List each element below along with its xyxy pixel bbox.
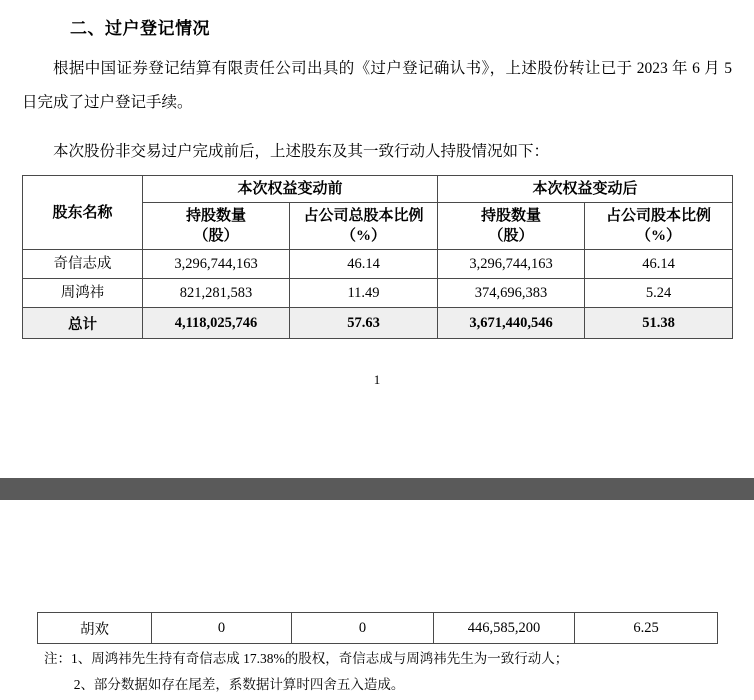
- cell-after-ratio: 5.24: [585, 279, 733, 308]
- before-ratio-label-line2: （%）: [341, 228, 387, 244]
- table-row: [23, 279, 733, 308]
- page-number: 1: [373, 372, 381, 387]
- cell-total-before-shares: 4,118,025,746: [143, 308, 290, 339]
- cell-shareholder-name: 周鸿祎: [23, 279, 143, 308]
- paragraph-transfer-registration: 根据中国证券登记结算有限责任公司出具的《过户登记确认书》，上述股份转让已于 2023 年 6 月 5 日完成了过户登记手续。: [22, 60, 732, 111]
- cell-before-shares: 3,296,744,163: [143, 250, 290, 279]
- paragraph-holding-intro: 本次股份非交易过户完成前后，上述股东及其一致行动人持股情况如下：: [53, 143, 550, 160]
- cell-total-before-ratio: 57.63: [290, 308, 438, 339]
- cell-after-ratio: 46.14: [585, 250, 733, 279]
- table-total-row: [23, 308, 733, 339]
- cell-total-after-ratio: 51.38: [585, 308, 733, 339]
- after-ratio-label-line2: （%）: [636, 228, 682, 244]
- table-header-row-group: [23, 176, 733, 203]
- cell-shareholder-name: 奇信志成: [23, 250, 143, 279]
- cell-after-shares: 3,296,744,163: [438, 250, 585, 279]
- cell-shareholder-name: 胡欢: [38, 613, 152, 644]
- shareholding-table: [22, 175, 733, 339]
- column-header-shareholder-name: 股东名称: [23, 176, 143, 250]
- cell-before-shares: 821,281,583: [143, 279, 290, 308]
- before-ratio-label-line1: 占公司总股本比例: [303, 208, 424, 224]
- column-header-before-shares: [143, 203, 290, 250]
- column-header-after-change: 本次权益变动后: [438, 176, 733, 203]
- after-shares-label-line1: 持股数量: [481, 208, 542, 224]
- before-shares-label-line1: 持股数量: [185, 208, 246, 224]
- shareholding-table-continued: [37, 612, 718, 644]
- table-notes: [44, 646, 734, 698]
- after-shares-label-line2: （股）: [488, 228, 534, 244]
- cell-after-shares: 374,696,383: [438, 279, 585, 308]
- table-row: [23, 250, 733, 279]
- cell-before-ratio: 46.14: [290, 250, 438, 279]
- cell-before-ratio: 0: [292, 613, 434, 644]
- cell-after-ratio: 6.25: [575, 613, 718, 644]
- before-shares-label-line2: （股）: [193, 228, 239, 244]
- column-header-before-ratio: [290, 203, 438, 250]
- page-divider: [0, 478, 754, 500]
- column-header-before-change: 本次权益变动前: [143, 176, 438, 203]
- cell-total-label: 总计: [23, 308, 143, 339]
- cell-before-shares: 0: [152, 613, 292, 644]
- cell-before-ratio: 11.49: [290, 279, 438, 308]
- after-ratio-label-line1: 占公司股本比例: [606, 208, 712, 224]
- cell-after-shares: 446,585,200: [434, 613, 575, 644]
- column-header-after-ratio: [585, 203, 733, 250]
- column-header-after-shares: [438, 203, 585, 250]
- note-line-2: 2、部分数据如存在尾差，系数据计算时四舍五入造成。: [73, 677, 405, 692]
- cell-total-after-shares: 3,671,440,546: [438, 308, 585, 339]
- note-line-1: 注：1、周鸿祎先生持有奇信志成 17.38%的股权，奇信志成与周鸿祎先生为一致行动人；: [44, 651, 569, 666]
- table-row: [38, 613, 718, 644]
- page-title: 二、过户登记情况: [70, 19, 210, 38]
